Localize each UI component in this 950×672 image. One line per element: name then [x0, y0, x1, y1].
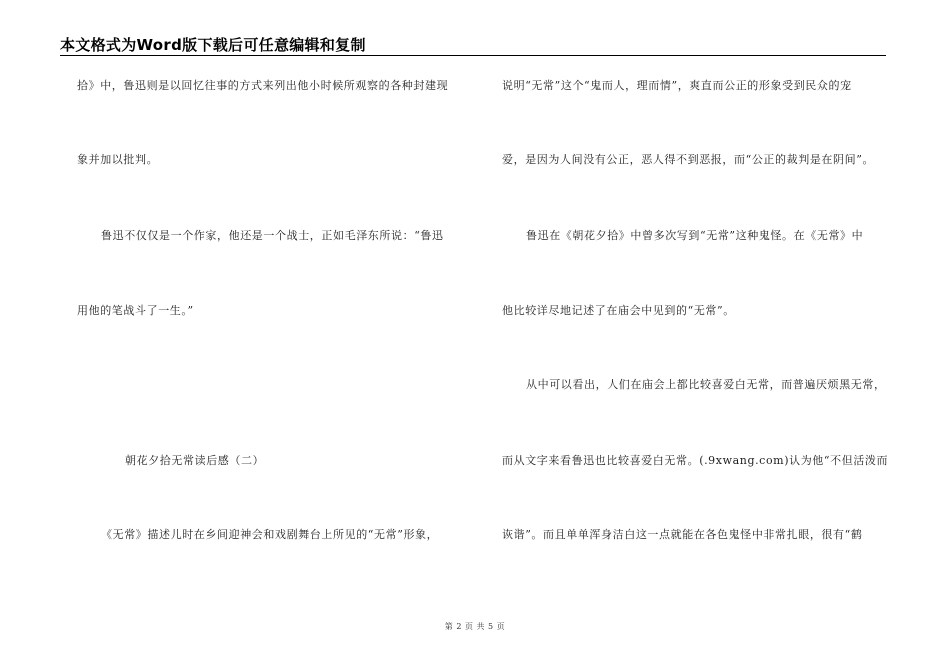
- right-line-5: 从中可以看出，人们在庙会上都比较喜爱白无常，而普遍厌烦黑无常，: [526, 378, 886, 391]
- left-line-6: 《无常》描述儿时在乡间迎神会和戏剧舞台上所见的“无常”形象，: [101, 528, 439, 541]
- right-column: [502, 0, 892, 672]
- left-line-3: 鲁迅不仅仅是一个作家，他还是一个战士，正如毛泽东所说：“鲁迅: [101, 229, 444, 242]
- right-line-7: 诙谐”。而且单单浑身洁白这一点就能在各色鬼怪中非常扎眼，很有“鹤: [502, 528, 863, 541]
- right-line-2: 爱，是因为人间没有公正，恶人得不到恶报，而“公正的裁判是在阴间”。: [502, 153, 875, 166]
- left-line-2: 象并加以批判。: [77, 153, 159, 166]
- right-line-3: 鲁迅在《朝花夕拾》中曾多次写到“无常”这种鬼怪。在《无常》中: [526, 229, 864, 242]
- section-title: 朝花夕拾无常读后感（二）: [125, 454, 265, 467]
- left-column: [77, 0, 477, 672]
- left-line-1: 拾》中，鲁迅则是以回忆往事的方式来列出他小时候所观察的各种封建现: [77, 79, 449, 92]
- right-line-6: 而从文字来看鲁迅也比较喜爱白无常。(.9xwang.com)认为他“不但活泼而: [502, 454, 889, 467]
- right-line-1: 说明“无常”这个“鬼而人，理而情”，爽直而公正的形象受到民众的宠: [502, 79, 852, 92]
- header-title: 本文格式为Word版下载后可任意编辑和复制: [60, 36, 366, 54]
- left-line-4: 用他的笔战斗了一生。”: [77, 304, 194, 317]
- page-number: 第 2 页 共 5 页: [444, 622, 506, 631]
- right-line-4: 他比较详尽地记述了在庙会中见到的“无常”。: [502, 304, 735, 317]
